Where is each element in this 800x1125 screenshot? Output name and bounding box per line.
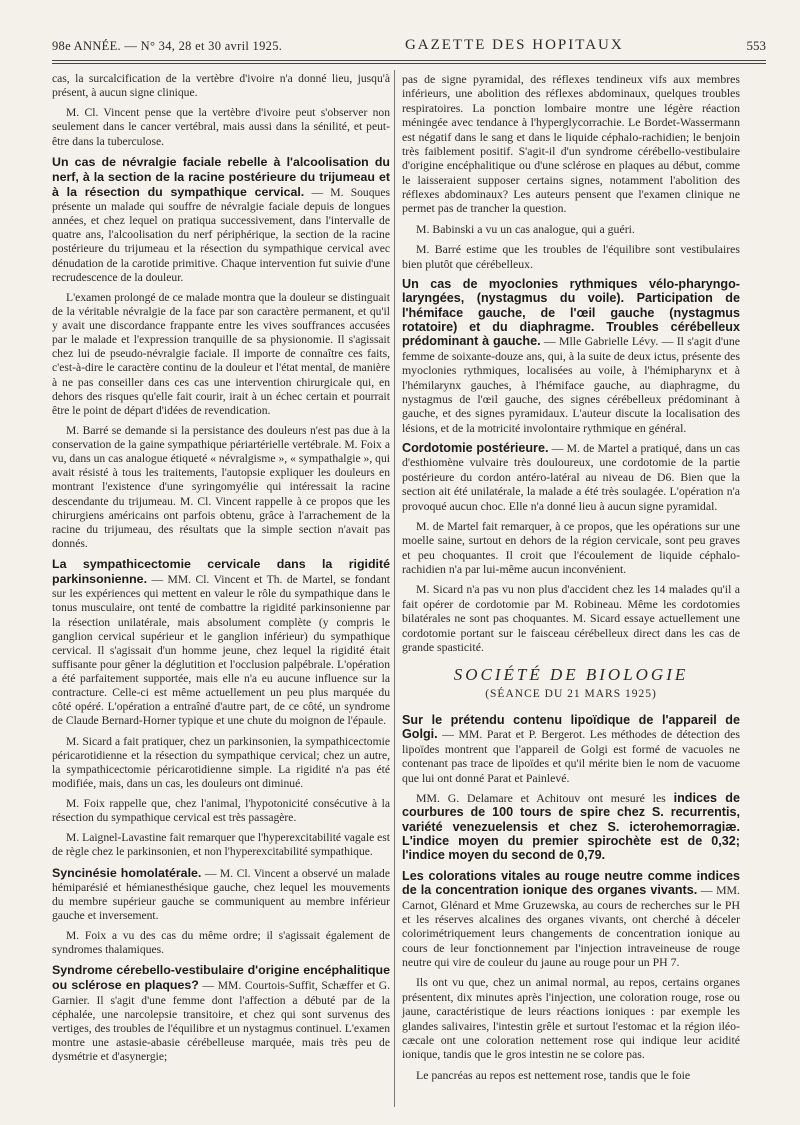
column-divider <box>394 70 395 1107</box>
paragraph: M. Sicard a fait pratiquer, chez un parkinsonien, la sympathicectomie péricarotidienne et la résection du sympathique cervical; chez un autre, la sympathicectomie péricarotidienne simple. La rigidité n'a pas été modifiée, mais, dans un cas, les douleurs ont diminué. <box>52 734 390 790</box>
section-subtitle: (SÉANCE DU 21 MARS 1925) <box>485 687 657 700</box>
issue-info: 98e ANNÉE. — N° 34, 28 et 30 avril 1925. <box>52 39 283 53</box>
paragraph: M. Barré estime que les troubles de l'équilibre sont vestibulaires bien plutôt que cérébelleux. <box>402 242 740 271</box>
paragraph: M. de Martel fait remarquer, à ce propos, que les opérations sur une moelle saine, surtout en dehors de la région cervicale, sont peu graves et peu choquantes. Il croit que l'écoulement de liquide céphalo-rachidien n'a par lui-même aucun inconvénient. <box>402 518 740 576</box>
article-heading: Syncinésie homolatérale. <box>52 865 202 880</box>
article-golgi <box>402 713 740 785</box>
article-heading: indices de courbures de 100 tours de spire chez S. recurrentis, variété venezuelensis et chez S. icterohemorragiæ. L'indice moyen du premier spirochète est de 0,32; l'indice moyen du second de 0,79. <box>402 790 741 863</box>
paragraph: pas de signe pyramidal, des réflexes tendineux vifs aux membres inférieurs, une abolition des réflexes abdominaux, quelques troubles respiratoires. La ponction lombaire montre une légère réaction méningée avec tendance à l'hyperglycorrachie. Le Bordet-Wassermann est négatif dans le sang et dans le liquide céphalo-rachidien; le benjoin très faiblement positif. S'agit-il d'un syndrome cérébello-vestibulaire d'origine encéphalitique ou d'une sclérose en plaques au début, comme le laisseraient supposer certains signes, notamment l'abolition des réflexes abdominaux? Les auteurs pensent que l'examen clinique ne permet pas de trancher la question. <box>402 72 740 216</box>
article-heading: Les colorations vitales au rouge neutre comme indices de la concentration ionique des organes vivants. <box>402 868 740 898</box>
paragraph: Ils ont vu que, chez un animal normal, au repos, certains organes présentent, dix minutes après l'injection, une coloration rouge, rose ou jaune, caractéristique de leurs réactions ioniques : par exemple les glandes salivaires, l'intestin grêle et surtout l'estomac et la région iléo-cæcale ont une coloration nettement rose qui indique leur acidité ionique, tandis que le gros intestin ne se colore pas. <box>402 975 740 1062</box>
paragraph: M. Foix rappelle que, chez l'animal, l'hypotonicité consécutive à la résection du sympathique cervical est très passagère. <box>52 797 390 825</box>
paragraph: L'examen prolongé de ce malade montra que la douleur se distinguait de la véritable névralgie de la face par son caractère permanent, et qu'il y avait une discordance frappante entre les vives souffrances accusées par le malade et l'expression tranquille de sa physionomie. Il s'agissait chez lui de pseudo-névralgie faciale. Il importe de connaître ces faits, c'est-à-dire le caractère continu de la douleur et l'état mental, de manière à ne pas conseiller dans ces cas une intervention chirurgicale qui, en dehors des risques qu'elle fait courir, irait à un échec certain et pourrait être le point de départ d'idées de revendication. <box>52 290 390 417</box>
paragraph: M. Laignel-Lavastine fait remarquer que l'hyperexcitabilité vagale est de règle chez le parkinsonien, et non l'hyperexcitabilité sympathique. <box>52 831 390 859</box>
article-neutral-red <box>402 869 740 970</box>
article-heading: Cordotomie postérieure. <box>402 441 549 455</box>
article-cordotomy <box>402 441 740 513</box>
left-column <box>52 72 390 1070</box>
right-column <box>402 72 740 1088</box>
article-body: — M. Souques présente un malade qui souffre de névralgie faciale depuis de longues années, et chez lequel on pratiqua successivement, dans l'intervalle de quatre ans, l'alcoolisation du nerf périphérique, la section de la racine postérieure du trijumeau et la résection du sympathique cervical avec dénudation de la carotide primitive. Chaque intervention fut suivie d'une recrudescence de la douleur. <box>52 185 390 284</box>
article-heading: Syndrome cérebello-vestibulaire d'origine encéphalitique ou sclérose en plaques? <box>52 963 390 993</box>
section-title: SOCIÉTÉ DE BIOLOGIE <box>453 665 689 685</box>
paragraph: M. Cl. Vincent pense que la vertèbre d'ivoire peut s'observer non seulement dans le cancer vertébral, mais aussi dans la sénilité, et peut-être dans la tuberculose. <box>52 106 390 148</box>
paragraph: M. Babinski a vu un cas analogue, qui a guéri. <box>416 221 635 236</box>
article-body: — MM. Courtois-Suffit, Schæffer et G. Garnier. Il s'agit d'une femme dont l'affection a débuté par de la céphalée, une narcolepsie transitoire, et chez qui sont survenus des vertiges, des troubles de l'équilibre et un nystagmus continuel. L'examen montre une astasie-abasie cérébelleuse marquée, mais très peu de dysmétrie et d'asynergie; <box>52 979 391 1063</box>
article-body: — M. de Martel a pratiqué, dans un cas d'esthiomène vulvaire très douloureux, une cordotomie de la partie postérieure du cordon antéro-latéral au niveau de D6. Bien que la section ait été unilatérale, la malade a été très soulagée. L'opération n'a provoqué aucun choc. Elle n'a donné lieu à aucun signe pyramidal. <box>402 441 741 513</box>
article-body: — M. Cl. Vincent a observé un malade hémiparésié et hémianesthésique gauche, chez lequel les mouvements du membre supérieur gauche se communiquent au membre inférieur gauche et inversement. <box>52 866 390 922</box>
article-heading: Un cas de myoclonies rythmiques vélo-pharyngo-laryngées, (nystagmus du voile). Participation de l'hémiface gauche, de l'œil gauche (nystagmus rotatoire) et du diaphragme. Troubles cérébelleux prédominant à gauche. <box>402 276 740 349</box>
paragraph: cas, la surcalcification de la vertèbre d'ivoire n'a donné lieu, jusqu'à présent, à aucun signe clinique. <box>52 72 390 100</box>
article-spirochetes <box>402 791 740 863</box>
paragraph: M. Foix a vu des cas du même ordre; il s'agissait également de syndromes thalamiques. <box>52 929 390 957</box>
article-cerebello-vestibular <box>52 963 390 1064</box>
paragraph: Le pancréas au repos est nettement rose, tandis que le foie <box>416 1067 691 1082</box>
article-neuralgia <box>52 155 390 285</box>
journal-title: GAZETTE DES HOPITAUX <box>404 37 624 53</box>
paragraph: M. Barré se demande si la persistance des douleurs n'est pas due à la conservation de la gaine sympathique périartérielle vertébrale. M. Foix a vu, dans un cas analogue étiqueté « névralgisme », « sympathalgie », qui avait résisté à tous les traitements, l'autopsie expliquer les douleurs en montrant l'existence d'une syringomyélie qui intéressait la racine descendante du trijumeau. M. Cl. Vincent rappelle à ce propos que les chirurgiens américains ont parfois obtenu, grâce à l'arrachement de la racine du trijumeau, des résultats que la simple section n'avait pas donnés. <box>52 423 390 550</box>
article-body: — MM. Carnot, Glénard et Mme Gruzewska, au cours de recherches sur le PH et les réserves alcalines des organes vivants, ont cherché à déceler colorimétriquement leurs changements de concentration ionique au cours de leur fonctionnement par l'injection intraveineuse de rouge neutre qui vire de couleur du jaune au rouge pour un PH 7. <box>402 883 740 969</box>
article-body: — MM. Cl. Vincent et Th. de Martel, se fondant sur les expériences qui mettent en valeur le rôle du sympathique dans le tonus musculaire, ont tenté de combattre la rigidité parkinsonienne par la résection unilatérale, mais absolument complète (y compris le ganglion cervical supérieur et le ganglion inférieur) du sympathique cervical. Il s'agissait d'un homme jeune, chez lequel la rigidité était suffisante pour gêner la déglutition et l'occlusion palpébrale. L'opération a été parfaitement supportée, mais elle n'a eu aucune influence sur la contracture. Celle-ci est même actuellement un peu plus marquée du côté opéré. L'opération a entraîné d'autre part, de ce côté, un syndrome de Claude Bernard-Horner typique et une chute du moignon de l'épaule. <box>52 573 390 728</box>
paragraph: M. Sicard n'a pas vu non plus d'accident chez les 14 malades qu'il a fait opérer de cordotomie par M. Robineau. Même les cordotomies bilatérales ne sont pas choquantes. M. Sicard essaye actuellement une cordotomie portant sur le faisceau cérébelleux direct dans les cas de grande spasticité. <box>402 582 740 654</box>
article-myoclonies <box>402 277 740 435</box>
article-heading: Un cas de névralgie faciale rebelle à l'alcoolisation du nerf, à la section de la racine postérieure du trijumeau et à la résection du sympathique cervical. <box>52 154 390 199</box>
article-body: — MM. Parat et P. Bergerot. Les méthodes de détection des lipoïdes montrent que l'appareil de Golgi est formé de vacuoles ne contenant pas trace de lipoïdes et qu'il mérite bien le nom de vacuome que lui ont donné Parat et Painlevé. <box>402 727 740 785</box>
article-body: — Mlle Gabrielle Lévy. — Il s'agit d'une femme de soixante-douze ans, qui, à la suite de deux ictus, présente des myoclonies rythmiques, localisées au voile, à l'hémipharynx et à l'hémilarynx gauches, à l'hémiface gauche, au diaphragme, du nystagmus de l'œil gauche, des signes cérébelleux prédominant à gauche, et des signes pyramidaux. L'auteur discute la localisation des lésions, et de la motricité involontaire rythmique en général. <box>402 334 740 435</box>
article-sympathectomy <box>52 557 390 729</box>
page-number: 553 <box>746 38 766 53</box>
article-heading: Sur le prétendu contenu lipoïdique de l'appareil de Golgi. <box>402 713 740 742</box>
page-header <box>52 16 766 54</box>
article-heading: La sympathicectomie cervicale dans la rigidité parkinsonienne. <box>52 557 390 587</box>
article-syncinesia <box>52 866 390 924</box>
header-rule <box>52 60 766 64</box>
article-body: MM. G. Delamare et Achitouv ont mesuré les <box>416 790 666 805</box>
